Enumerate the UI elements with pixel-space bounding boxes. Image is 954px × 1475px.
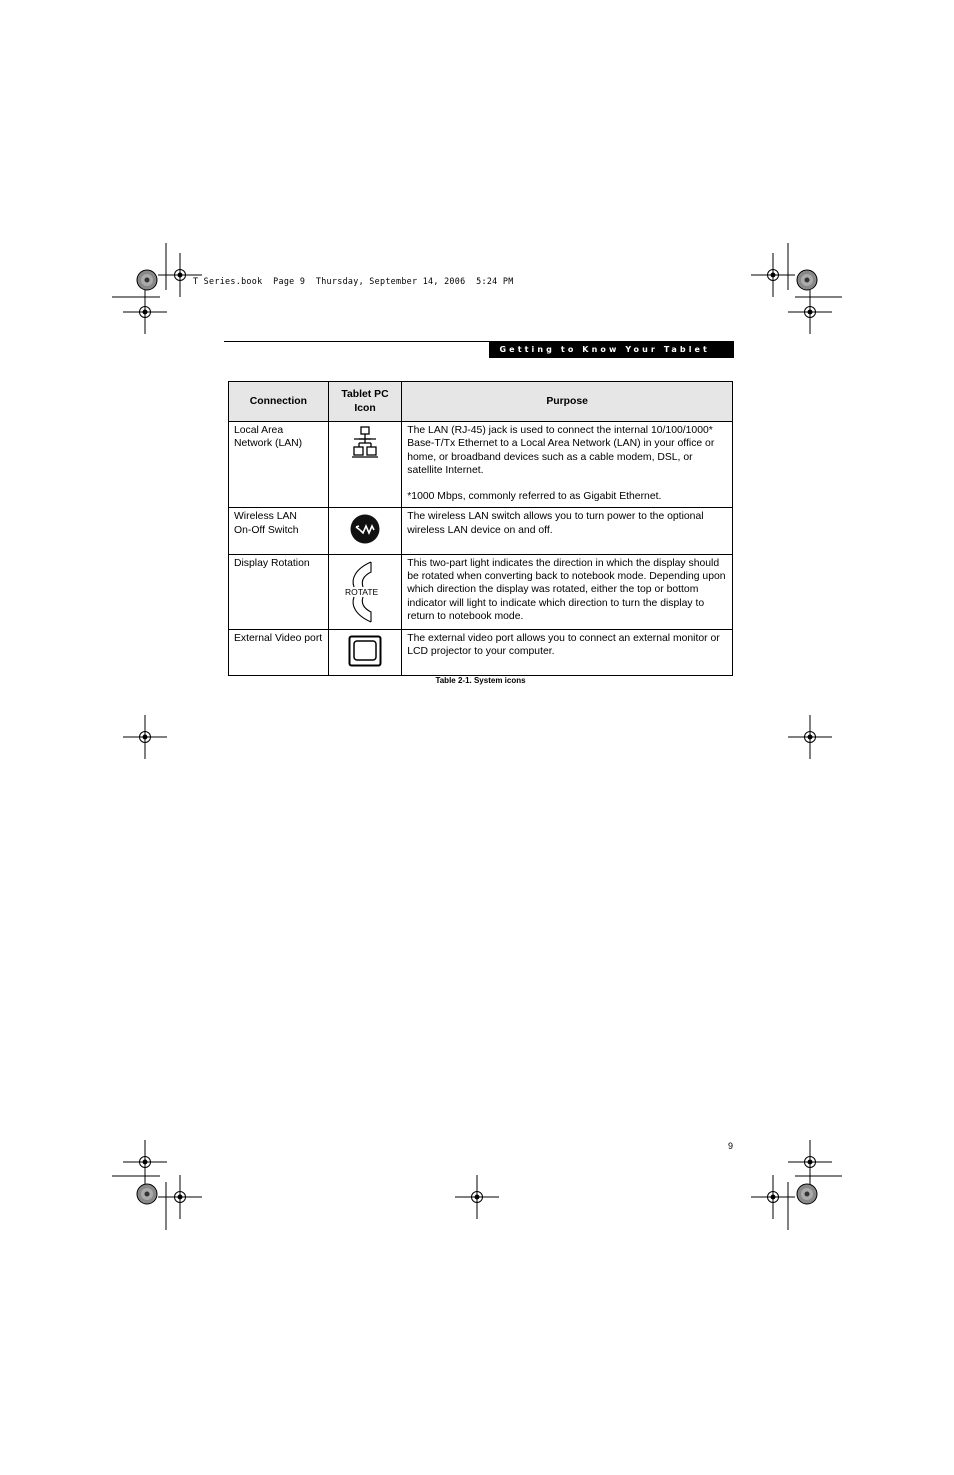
table-row bbox=[229, 508, 733, 554]
header-icon-line2: Icon bbox=[354, 402, 376, 414]
purpose-text: The external video port allows you to connect an external monitor or LCD projector to your computer. bbox=[407, 632, 720, 658]
wireless-lan-icon bbox=[349, 513, 381, 545]
row-icon-cell bbox=[328, 629, 402, 675]
table-caption: Table 2-1. System icons bbox=[435, 676, 526, 685]
print-slug: T Series.book Page 9 Thursday, September 14, 2006 5:24 PM bbox=[193, 276, 514, 286]
row-purpose bbox=[402, 508, 733, 554]
purpose-text: The wireless LAN switch allows you to turn power to the optional wireless LAN device on and off. bbox=[407, 511, 704, 536]
row-purpose bbox=[402, 422, 733, 508]
page-number: 9 bbox=[728, 1141, 734, 1151]
purpose-note: *1000 Mbps, commonly referred to as Gigabit Ethernet. bbox=[407, 491, 662, 503]
header-icon-line1: Tablet PC bbox=[341, 389, 389, 401]
row-connection bbox=[229, 554, 329, 629]
row-connection bbox=[229, 629, 329, 675]
row-icon-cell bbox=[328, 422, 402, 508]
row-icon-cell bbox=[328, 554, 402, 629]
row-icon-cell bbox=[328, 508, 402, 554]
table-row bbox=[229, 554, 733, 629]
table-row bbox=[229, 422, 733, 508]
header-icon bbox=[328, 382, 402, 422]
rotate-icon-label: ROTATE bbox=[345, 586, 379, 597]
system-icons-table bbox=[228, 381, 733, 676]
monitor-icon bbox=[348, 635, 382, 667]
row-connection bbox=[229, 508, 329, 554]
connection-label: External Video port bbox=[234, 632, 323, 644]
connection-label-line2: On-Off Switch bbox=[234, 524, 299, 536]
row-purpose bbox=[402, 629, 733, 675]
purpose-text: The LAN (RJ-45) jack is used to connect the internal 10/100/1000* Base-T/Tx Ethernet to a Local Area Network (LAN) in your office or home, or broadband devices such as a cable modem, DSL, or satellite Internet. bbox=[407, 425, 715, 476]
table-row bbox=[229, 629, 733, 675]
header-purpose: Purpose bbox=[402, 382, 733, 422]
connection-label-line1: Wireless LAN bbox=[234, 511, 297, 523]
table-header-row bbox=[229, 382, 733, 422]
row-purpose bbox=[402, 554, 733, 629]
row-connection bbox=[229, 422, 329, 508]
chapter-header: Getting to Know Your Tablet PC bbox=[489, 341, 734, 358]
purpose-text: This two-part light indicates the direction in which the display should be rotated when converting back to notebook mode. Depending upon which direction the display was rotated, either the top or bottom indicator will light to indicate which direction to turn the display to return to notebook mode. bbox=[407, 557, 726, 622]
header-connection: Connection bbox=[229, 382, 329, 422]
lan-network-icon bbox=[350, 426, 380, 462]
rotate-icon bbox=[345, 559, 385, 625]
connection-label: Display Rotation bbox=[234, 557, 310, 569]
connection-label: Local Area Network (LAN) bbox=[234, 425, 303, 450]
